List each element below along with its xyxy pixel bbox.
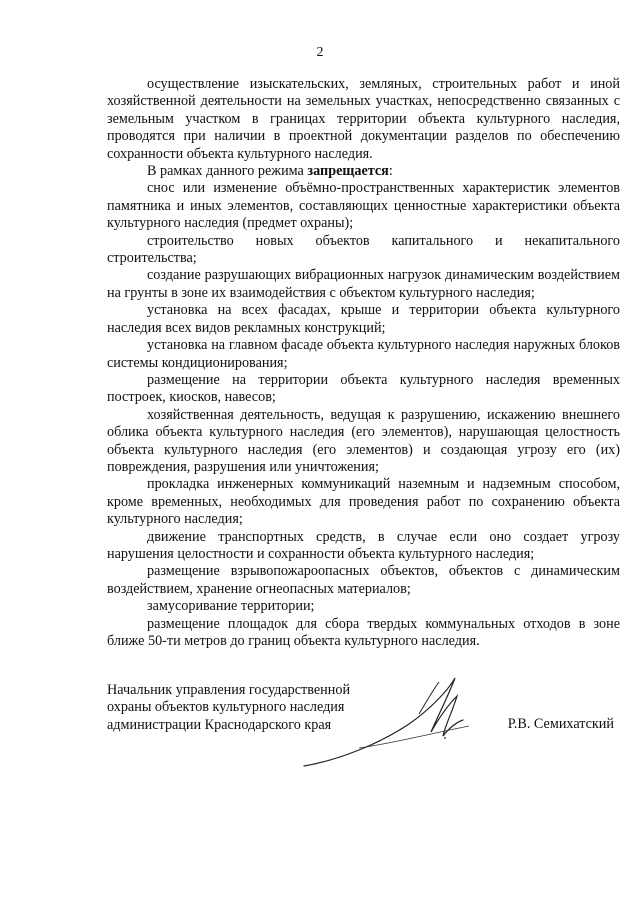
prohibition-item: хозяйственная деятельность, ведущая к разрушению, искажению внешнего облика объекта культурного наследия (его элементов), нарушающая целостность объекта культурного наследия (его элементов) и создающая угрозу его (их) повреждения, разрушения или уничтожения; (107, 406, 620, 475)
regime-intro-prefix: В рамках данного режима (147, 163, 308, 180)
regime-intro (107, 163, 620, 180)
position-line: администрации Краснодарского края (107, 716, 332, 733)
handwritten-signature (299, 674, 479, 774)
prohibition-item: строительство новых объектов капитального и некапитального строительства; (107, 232, 620, 267)
prohibition-item: прокладка инженерных коммуникаций наземным и надземным способом, кроме временных, необходимых для проведения работ по сохранению объекта культурного наследия; (107, 476, 620, 528)
prohibition-item: размещение взрывопожароопасных объектов, объектов с динамическим воздействием, хранение огнеопасных материалов; (107, 563, 620, 597)
prohibition-item: создание разрушающих вибрационных нагрузок динамическим воздействием на грунты в зоне их взаимодействия с объектом культурного наследия; (107, 267, 620, 301)
prohibition-item: замусоривание территории; (147, 598, 315, 615)
page-number: 2 (316, 45, 324, 60)
paragraph: осуществление изыскательских, земляных, строительных работ и иной хозяйственной деятельности на земельных участках, непосредственно связанных с земельным участком в границах территории объекта культурного наследия, проводятся при наличии в проектной документации разделов по обеспечению сохранности объекта культурного наследия. (107, 76, 620, 162)
prohibition-item: размещение площадок для сбора твердых коммунальных отходов в зоне ближе 50-ти метров до границ объекта культурного наследия. (107, 615, 620, 649)
prohibition-item: установка на всех фасадах, крыше и территории объекта культурного наследия всех видов рекламных конструкций; (107, 302, 620, 336)
position-line: Начальник управления государственной (107, 682, 351, 698)
signature-block (107, 682, 620, 782)
document-body (107, 76, 620, 650)
regime-intro-bold: запрещается (307, 163, 389, 180)
prohibition-item: размещение на территории объекта культурного наследия временных построек, киосков, навесов; (107, 371, 620, 406)
signer-name: Р.В. Семихатский (507, 716, 614, 732)
prohibition-item: снос или изменение объёмно-пространственных характеристик элементов памятника и иных элементов, составляющих ценностные характеристики объекта культурного наследия (предмет охраны); (107, 180, 620, 232)
prohibition-item: движение транспортных средств, в случае если оно создает угрозу нарушения целостности и сохранности объекта культурного наследия; (107, 528, 620, 562)
position-line: охраны объектов культурного наследия (107, 699, 345, 716)
prohibition-item: установка на главном фасаде объекта культурного наследия наружных блоков системы кондиционирования; (107, 337, 620, 371)
regime-intro-suffix: : (388, 163, 393, 180)
